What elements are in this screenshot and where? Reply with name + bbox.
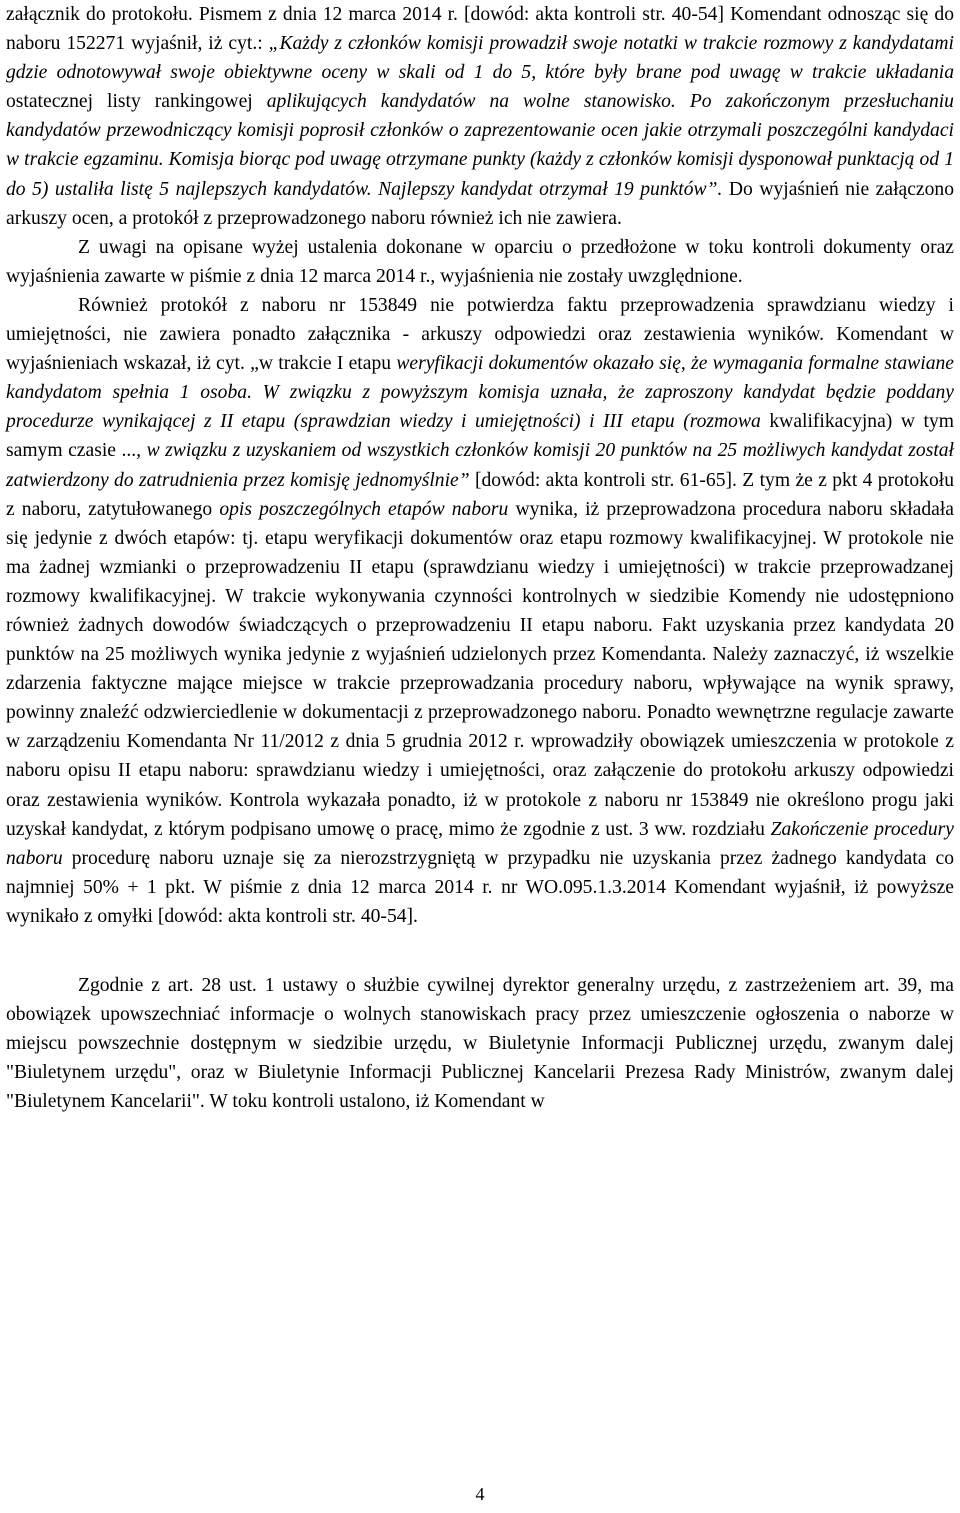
text-segment: Z uwagi na opisane wyżej ustalenia dokonane w oparciu o przedłożone w toku kontroli dokumenty oraz wyjaśnienia zawarte w piśmie z dnia 12 marca 2014 r., wyjaśnienia nie zostały uwzględnione. xyxy=(6,236,954,287)
paragraph-2 xyxy=(6,233,954,291)
text-segment: kwalifikacyjna) w tym samym czasie ... xyxy=(6,411,954,462)
paragraph-4 xyxy=(6,971,954,1116)
document-page xyxy=(6,0,954,1116)
text-segment: ostatecznej listy rankingowej xyxy=(6,91,267,113)
text-segment: procedurę naboru uznaje się za nierozstrzygniętą w przypadku nie uzyskania przez żadnego kandydata co najmniej 50% + 1 pkt. W piśmie z dnia 12 marca 2014 r. nr WO.095.1.3.2014 Komendant wyjaśnił, iż powyższe wynikało z omyłki [dowód: akta kontroli str. 40-54]. xyxy=(6,847,954,927)
text-segment: wynika, iż przeprowadzona procedura naboru składała się jedynie z dwóch etapów: tj. etapu weryfikacji dokumentów oraz etapu rozmowy kwalifikacyjnej. W protokole nie ma żadnej wzmianki o przeprowadzeniu II etapu (sprawdzianu wiedzy i umiejętności) w trakcie przeprowadzanej rozmowy kwalifikacyjnej. W trakcie wykonywania czynności kontrolnych w siedzibie Komendy nie udostępniono również żadnych dowodów świadczących o przeprowadzeniu II etapu naboru. Fakt uzyskania przez kandydata 20 punktów na 25 możliwych wynika jedynie z wyjaśnień udzielonych przez Komendanta. Należy zaznaczyć, iż wszelkie zdarzenia faktyczne mające miejsce w trakcie przeprowadzania procedury naboru, wpływające na wynik sprawy, powinny znaleźć odzwierciedlenie w dokumentacji z przeprowadzonego naboru. Ponadto wewnętrzne regulacje zawarte w zarządzeniu Komendanta Nr 11/2012 z dnia 5 grudnia 2012 r. wprowadziły obowiązek umieszczenia w protokole z naboru opisu II etapu naboru: sprawdzianu wiedzy i umiejętności, oraz załączenie do protokołu arkuszy odpowiedzi oraz zestawienia wyników. Kontrola wykazała ponadto, iż w protokole z naboru nr 153849 nie określono progu jaki uzyskał kandydat, z którym podpisano umowę o pracę, mimo że zgodnie z ust. 3 ww. rozdziału xyxy=(6,498,954,840)
quote-italic: „Każdy z członków komisji prowadził swoje notatki w trakcie rozmowy z kandydatami gdzie odnotowywał swoje obiektywne oceny w skali od 1 do 5, które były brane pod uwagę w trakcie układania xyxy=(6,33,954,84)
title-italic: opis poszczególnych etapów naboru xyxy=(219,498,509,520)
text-segment: Również protokół z naboru nr 153849 nie potwierdza faktu przeprowadzenia sprawdzianu wiedzy i umiejętności, nie zawiera ponadto załącznika - arkuszy odpowiedzi oraz zestawienia wyników. Komendant w wyjaśnieniach wskazał, iż cyt. „w trakcie I etapu xyxy=(6,294,954,375)
title-italic: Zakończenie procedury naboru xyxy=(6,818,954,869)
paragraph-1 xyxy=(6,0,954,233)
paragraph-3 xyxy=(6,291,954,931)
page-number: 4 xyxy=(475,1484,485,1504)
text-segment: Do wyjaśnień nie załączono arkuszy ocen, a protokół z przeprowadzonego naboru również ich nie zawiera. xyxy=(6,178,954,229)
text-segment: Zgodnie z art. 28 ust. 1 ustawy o służbie cywilnej dyrektor generalny urzędu, z zastrzeżeniem art. 39, ma obowiązek upowszechniać informacje o wolnych stanowiskach pracy przez umieszczenie ogłoszenia o naborze w miejscu powszechnie dostępnym w siedzibie urzędu, w Biuletynie Informacji Publicznej urzędu, zwanym dalej "Biuletynem urzędu", oraz w Biuletynie Informacji Publicznej Kancelarii Prezesa Rady Ministrów, zwanym dalej "Biuletynem Kancelarii". W toku kontroli ustalono, iż Komendant w xyxy=(6,975,954,1113)
quote-italic: , w związku z uzyskaniem od wszystkich członków komisji 20 punktów na 25 możliwych kandydat został zatwierdzony do zatrudnienia przez komisję jednomyślnie” xyxy=(6,440,955,491)
text-segment: załącznik do protokołu. Pismem z dnia 12 marca 2014 r. [dowód: akta kontroli str. 40-54] Komendant odnosząc się do naboru 152271 wyjaśnił, iż cyt.: xyxy=(6,4,954,55)
quote-italic: weryfikacji dokumentów okazało się, że wymagania formalne stawiane kandydatom spełnia 1 osoba. W związku z powyższym komisja uznała, że zaproszony kandydat będzie poddany procedurze wynikającej z II etapu (sprawdzian wiedzy i umiejętności) i III etapu (rozmowa xyxy=(6,353,954,433)
quote-italic: aplikujących kandydatów na wolne stanowisko. Po zakończonym przesłuchaniu kandydatów przewodniczący komisji poprosił członków o zaprezentowanie ocen jakie otrzymali poszczególni kandydaci w trakcie egzaminu. Komisja biorąc pod uwagę otrzymane punkty (każdy z członków komisji dysponował punktacją od 1 do 5) ustaliła listę 5 najlepszych kandydatów. Najlepszy kandydat otrzymał 19 punktów”. xyxy=(6,91,954,200)
text-segment: [dowód: akta kontroli str. 61-65]. Z tym że z pkt 4 protokołu z naboru, zatytułowanego xyxy=(6,469,954,520)
